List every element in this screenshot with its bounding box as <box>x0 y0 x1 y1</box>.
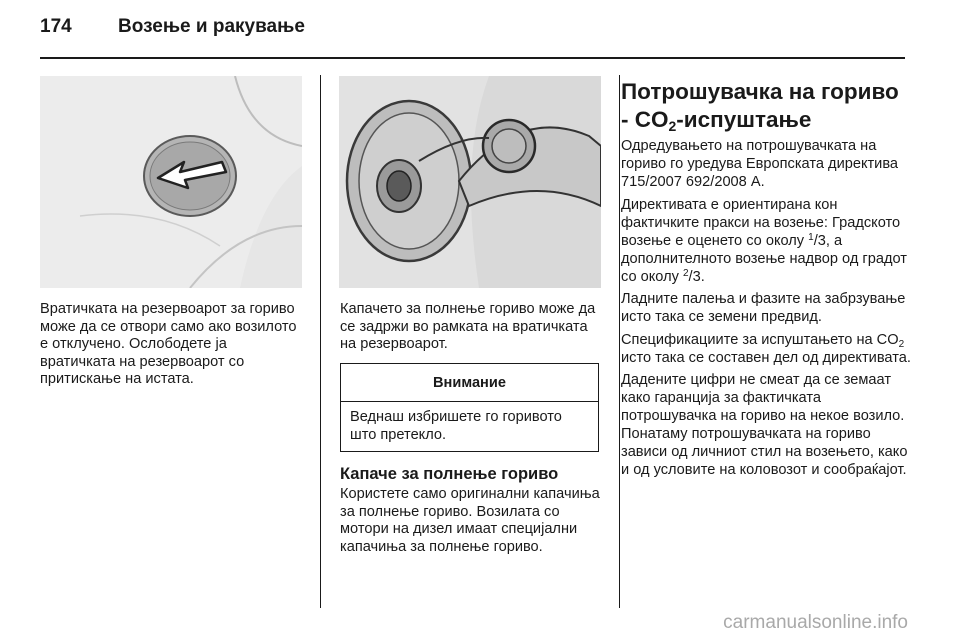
warning-box <box>340 363 599 452</box>
paragraph-driving-practice: Директивата е ориентирана кон фактичките пракси на возење: Градското возење е оценето со околу $^1$/3, а дополнителното возење надвор од градот со околу $^2$/3. <box>621 196 907 285</box>
fuel-cap-subheading: Капаче за полнење гориво <box>340 465 559 483</box>
section-title: Возење и ракување <box>118 16 305 37</box>
page-number: 174 <box>40 16 72 37</box>
fuel-door-caption: Вратичката на резервоарот за гориво може да се отвори само ако возилото е отклучено. Ослободете ја вратичката на резервоарот со притискање на истата. <box>40 301 297 387</box>
header-rule <box>40 57 905 59</box>
paragraph-directive: Одредувањето на потрошувачката на гориво го уредува Европската директива 715/2007 692/2008 A. <box>621 138 899 190</box>
warning-text: Веднаш избришете го горивото што претекло. <box>350 409 562 443</box>
fuel-cap-body: Користете само оригинални капачиња за полнење гориво. Возилата со мотори на дизел имаат специјални капачиња за полнење гориво. <box>340 486 600 555</box>
fuel-cap-illustration <box>339 76 601 288</box>
page-header <box>40 16 305 50</box>
consumption-body <box>621 137 911 484</box>
paragraph-co2: Спецификациите за испуштањето на $CO_2$ исто така се составен дел од директивата. <box>621 331 911 366</box>
paragraph-no-guarantee: Дадените цифри не смеат да се земаат како гаранција за фактичката потрошувачка на гориво на некое возило. Понатаму потрошувачката на гориво зависи од личниот стил на возењето, како и од условите на коловозот и сообраќајот. <box>621 372 908 478</box>
fuel-cap-caption: Капачето за полнење гориво може да се задржи во рамката на вратичката на резервоарот. <box>340 301 596 352</box>
consumption-title: Потрошувачка на гориво - $CO_2$-испуштање <box>621 79 899 134</box>
column-divider-right <box>619 75 620 608</box>
warning-title: Внимание <box>341 364 598 402</box>
paragraph-cold-starts: Ладните палења и фазите на забрзување исто така се земени предвид. <box>621 291 906 325</box>
fuel-door-illustration <box>40 76 302 288</box>
watermark: carmanualsonline.info <box>723 612 908 633</box>
column-divider-left <box>320 75 321 608</box>
